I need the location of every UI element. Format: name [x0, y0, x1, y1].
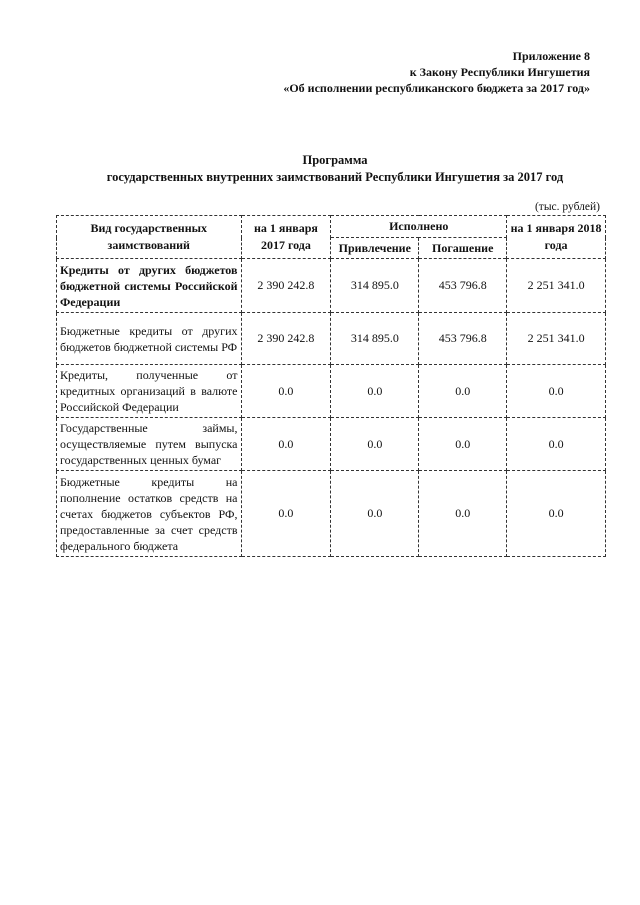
- row-jan-2017: 0.0: [241, 471, 331, 557]
- row-repaid: 453 796.8: [419, 313, 507, 365]
- title-line-2: государственных внутренних заимствований Республики Ингушетия за 2017 год: [106, 170, 564, 184]
- row-jan-2017: 0.0: [241, 365, 331, 418]
- header-raised: Привлечение: [331, 238, 419, 259]
- title-line-1: Программа: [302, 153, 368, 167]
- document-title: [0, 152, 640, 186]
- row-raised: 0.0: [331, 365, 419, 418]
- law-reference: к Закону Республики Ингушетия: [409, 65, 590, 79]
- row-name: Кредиты от других бюджетов бюджетной системы Российской Федерации: [57, 259, 242, 313]
- appendix-number: Приложение 8: [512, 49, 590, 63]
- table-header-row: [57, 216, 606, 238]
- row-jan-2018: 2 251 341.0: [507, 313, 606, 365]
- table-row: [57, 259, 606, 313]
- law-title: «Об исполнении республиканского бюджета за 2017 год»: [283, 81, 590, 95]
- row-name: Бюджетные кредиты на пополнение остатков средств на счетах бюджетов субъектов РФ, предоставленные за счет средств федерального бюджета: [57, 471, 242, 557]
- borrowing-program-table: [56, 215, 606, 557]
- table-row: [57, 471, 606, 557]
- header-repaid: Погашение: [419, 238, 507, 259]
- row-jan-2017: 2 390 242.8: [241, 259, 331, 313]
- appendix-header: [283, 48, 590, 96]
- row-jan-2018: 0.0: [507, 418, 606, 471]
- header-jan-2018: на 1 января 2018 года: [507, 216, 606, 259]
- header-borrowing-type: Вид государственных заимствований: [57, 216, 242, 259]
- row-raised: 314 895.0: [331, 259, 419, 313]
- row-jan-2017: 2 390 242.8: [241, 313, 331, 365]
- row-name: Государственные займы, осуществляемые путем выпуска государственных ценных бумаг: [57, 418, 242, 471]
- row-jan-2018: 0.0: [507, 471, 606, 557]
- row-jan-2017: 0.0: [241, 418, 331, 471]
- row-repaid: 0.0: [419, 471, 507, 557]
- header-jan-2017: на 1 января 2017 года: [241, 216, 331, 259]
- row-repaid: 0.0: [419, 418, 507, 471]
- row-name: Бюджетные кредиты от других бюджетов бюджетной системы РФ: [57, 313, 242, 365]
- table-row: [57, 365, 606, 418]
- row-jan-2018: 2 251 341.0: [507, 259, 606, 313]
- row-repaid: 0.0: [419, 365, 507, 418]
- table-row: [57, 418, 606, 471]
- row-name: Кредиты, полученные от кредитных организаций в валюте Российской Федерации: [57, 365, 242, 418]
- row-repaid: 453 796.8: [419, 259, 507, 313]
- units-label: (тыс. рублей): [534, 201, 600, 213]
- row-jan-2018: 0.0: [507, 365, 606, 418]
- table-row: [57, 313, 606, 365]
- row-raised: 0.0: [331, 418, 419, 471]
- row-raised: 0.0: [331, 471, 419, 557]
- header-executed: Исполнено: [331, 216, 507, 238]
- row-raised: 314 895.0: [331, 313, 419, 365]
